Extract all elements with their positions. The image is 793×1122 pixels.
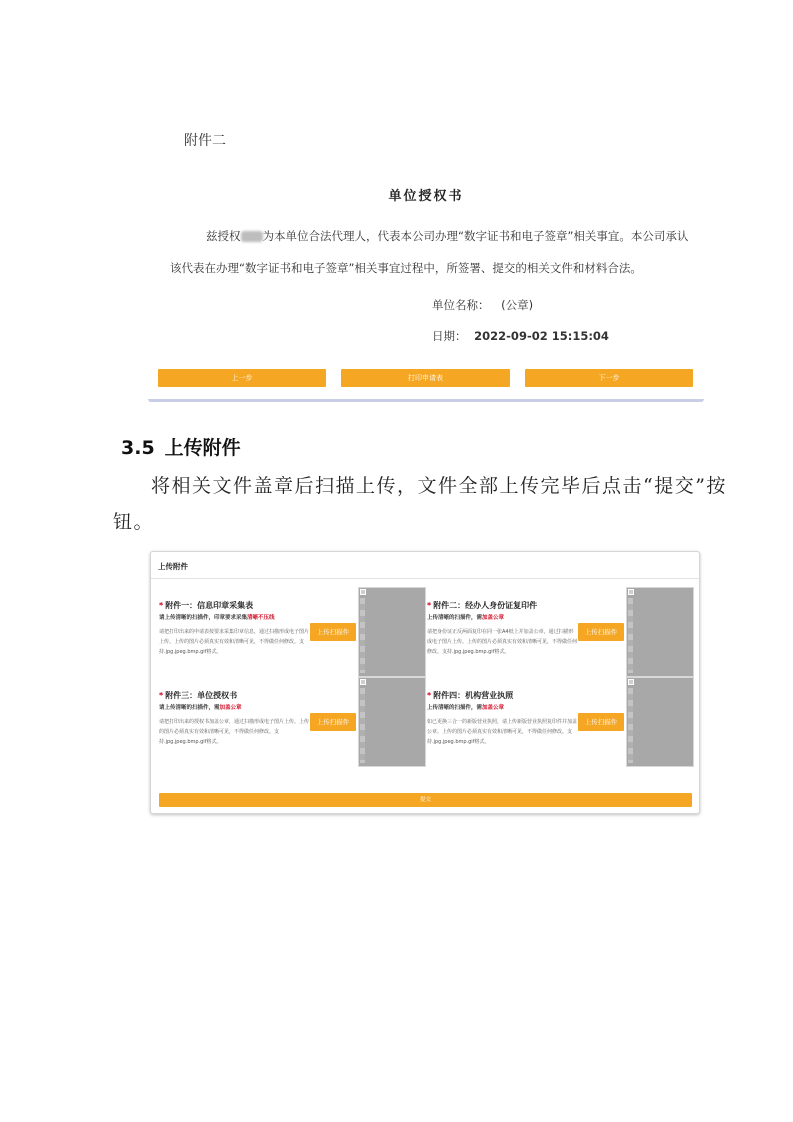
subtitle-highlight: 清晰不压线	[247, 615, 275, 621]
letter-line-2: 该代表在办理“数字证书和电子签章”相关事宜过程中，所签署、提交的相关文件和材料合法。	[170, 261, 642, 275]
letter-line-1-suffix: 为本单位合法代理人，代表本公司办理“数字证书和电子签章”相关事宜。本公司承认	[262, 229, 689, 243]
attachment-card-4	[427, 677, 695, 769]
preview-strip	[628, 598, 633, 673]
upload-attachments-screenshot	[150, 551, 700, 814]
date-value: 2022-09-02 15:15:04	[474, 329, 609, 343]
preview-strip	[628, 688, 633, 763]
attachment-subtitle	[159, 703, 242, 711]
unit-name-label: 单位名称：	[432, 298, 490, 312]
upload-scan-button[interactable]: 上传扫描件	[578, 623, 624, 641]
attachment-label: 附件二	[184, 133, 226, 149]
letter-line-1	[206, 228, 688, 244]
image-preview	[626, 587, 694, 677]
subtitle-text: 请上传清晰的扫描件，需	[159, 705, 220, 711]
letter-line-1-prefix: 兹授权	[206, 229, 241, 243]
attachment-title	[427, 600, 537, 611]
attachment-title	[159, 600, 253, 611]
attachment-title-text: 附件一：信息印章采集表	[165, 601, 254, 610]
attachment-description: 请把打印出来的授权书加盖公章，通过扫描形成电子图片上传。上传的图片必须真实有效和清晰可见，不得做任何修改。支持.jpg.jpeg.bmp.gif格式。	[159, 719, 310, 745]
attachment-subtitle	[427, 703, 504, 711]
subtitle-text: 上传清晰的扫描件，需	[427, 615, 483, 621]
subtitle-highlight: 加盖公章	[482, 615, 505, 621]
broken-image-icon	[360, 589, 366, 595]
section-title: 上传附件	[164, 437, 241, 459]
submit-button[interactable]: 提交	[159, 793, 692, 807]
attachment-title	[427, 690, 513, 701]
required-mark: *	[159, 691, 164, 700]
attachment-title	[159, 690, 237, 701]
attachment-card-2	[427, 587, 695, 679]
unit-name-value: (公章)	[501, 298, 534, 312]
broken-image-icon	[628, 589, 634, 595]
attachment-subtitle	[427, 613, 504, 621]
next-step-button[interactable]: 下一步	[525, 369, 693, 387]
upload-scan-button[interactable]: 上传扫描件	[578, 713, 624, 731]
redacted-name	[241, 231, 263, 242]
image-preview	[626, 677, 694, 767]
preview-strip	[360, 598, 365, 673]
divider	[151, 578, 699, 579]
letter-title: 单位授权书	[388, 189, 464, 204]
required-mark: *	[427, 691, 432, 700]
date-label: 日期：	[432, 329, 467, 343]
section-paragraph: 将相关文件盖章后扫描上传，文件全部上传完毕后点击“提交”按钮。	[113, 475, 727, 533]
subtitle-highlight: 加盖公章	[482, 705, 505, 711]
upload-scan-button[interactable]: 上传扫描件	[310, 623, 356, 641]
attachment-title-text: 附件二：经办人身份证复印件	[433, 601, 538, 610]
broken-image-icon	[360, 679, 366, 685]
section-heading	[121, 433, 241, 460]
attachment-card-1	[159, 587, 427, 679]
screenshot-bottom-border	[148, 399, 704, 402]
attachment-subtitle	[159, 613, 275, 621]
section-number: 3.5	[121, 437, 155, 459]
subtitle-text: 上传清晰的扫描件，需	[427, 705, 483, 711]
date-field	[432, 328, 609, 344]
broken-image-icon	[628, 679, 634, 685]
subtitle-text: 请上传清晰的扫描件，印章要求采集	[159, 615, 248, 621]
unit-name-field	[432, 297, 533, 313]
preview-strip	[360, 688, 365, 763]
attachment-card-3	[159, 677, 427, 769]
attachment-title-text: 附件三：单位授权书	[165, 691, 238, 700]
upload-panel-title: 上传附件	[158, 562, 188, 571]
required-mark: *	[159, 601, 164, 610]
prev-step-button[interactable]: 上一步	[158, 369, 326, 387]
upload-scan-button[interactable]: 上传扫描件	[310, 713, 356, 731]
subtitle-highlight: 加盖公章	[219, 705, 242, 711]
image-preview	[358, 677, 426, 767]
print-application-button[interactable]: 打印申请表	[341, 369, 510, 387]
authorization-letter-screenshot	[148, 110, 704, 402]
attachment-description: 请把打印出来的申请表按要求采集印章信息，通过扫描形成电子图片上传。上传的图片必须真实有效和清晰可见，不得做任何修改。支持.jpg.jpeg.bmp.gif格式。	[159, 629, 310, 655]
attachment-title-text: 附件四：机构营业执照	[433, 691, 514, 700]
image-preview	[358, 587, 426, 677]
attachment-description: 请把身份证正反两面复印在同一张A4纸上并加盖公章，通过扫描形成电子图片上传。上传的图片必须真实有效和清晰可见，不得做任何修改。支持.jpg.jpeg.bmp.gif格式。	[427, 629, 578, 655]
attachment-description: 如已更换三合一的新版营业执照，请上传新版营业执照复印件并加盖公章。上传的图片必须真实有效和清晰可见，不得做任何修改。支持.jpg.jpeg.bmp.gif格式。	[427, 719, 578, 745]
required-mark: *	[427, 601, 432, 610]
